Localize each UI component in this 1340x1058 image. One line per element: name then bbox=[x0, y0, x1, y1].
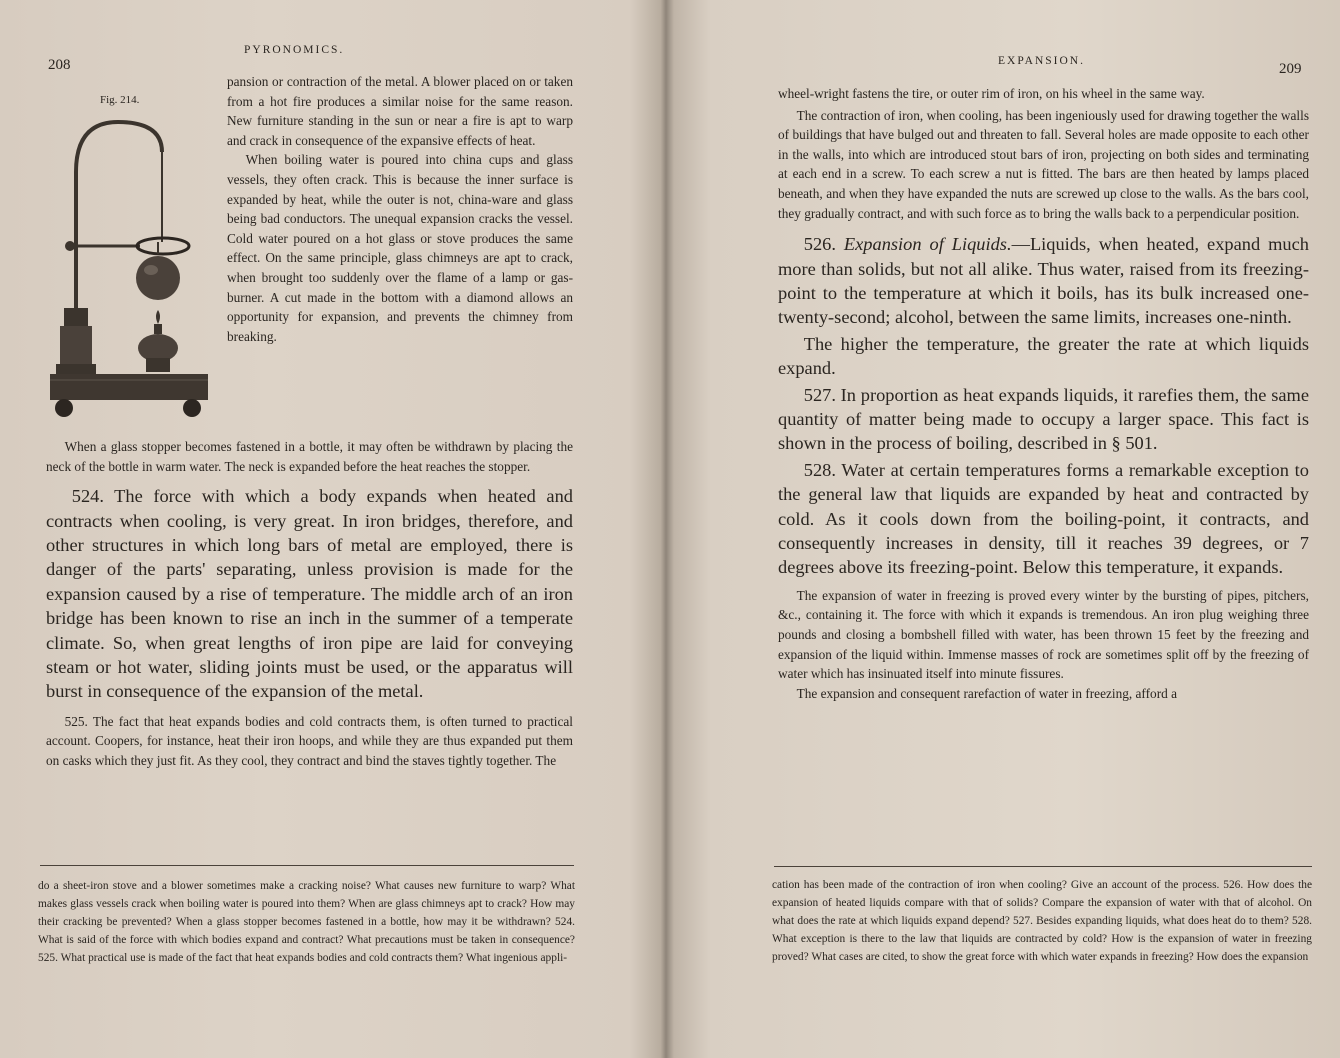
section-title: Expansion of Liquids. bbox=[843, 234, 1012, 255]
page-number: 209 bbox=[1279, 61, 1302, 77]
section-body: —Liquids, when heated, expand much more than solids, but not all alike. Thus water, raised from its freezing-point to the temperature at which it boils, has its bulk increased one-twenty-second; alcohol, between the same limits, increases one-ninth. bbox=[778, 234, 1309, 328]
paragraph-rarefaction: The expansion and consequent rarefaction of water in freezing, afford a bbox=[796, 685, 1177, 701]
paragraph-noise: pansion or contraction of the metal. A blower placed on or taken from a hot fire produces a similar noise for the same reason. New furniture standing in the sun or near a fire is apt to warp and crack in consequence of the expansive effects of heat. bbox=[227, 74, 573, 148]
paragraph-528: 528. Water at certain temperatures forms a remarkable exception to the general law that liquids are expanded by heat and contracted by cold. As it cools down from the boiling-point, it contracts, and consequently increases in density, till it reaches 39 degrees, or 7 degrees above its freezing-point. Below this temperature, it expands. bbox=[778, 459, 1309, 578]
left-footnote bbox=[38, 877, 575, 967]
section-number: 526. bbox=[803, 234, 836, 255]
figure-label: Fig. 214. bbox=[100, 94, 140, 106]
footnote-questions: cation has been made of the contraction of iron when cooling? Give an account of the process. 526. How does the expansion of heated liquids compare with that of solids? Compare the expansion of water with that of alcohol. On what does the rate at which liquids expand depend? 527. Besides expanding liquids, what does heat do to them? 528. What exception is there to the law that liquids are contracted by cold? How is the expansion of water in freezing proved? What cases are cited, to show the great force with which water expands in freezing? How does the expansion bbox=[772, 879, 1312, 963]
paragraph-525: 525. The fact that heat expands bodies and cold contracts them, is often turned to practical account. Coopers, for instance, heat their iron hoops, and while they are thus expanded put them on casks which they just fit. As they cool, they contract and bind the staves tightly together. The bbox=[46, 713, 573, 769]
right-main-block bbox=[778, 84, 1309, 703]
paragraph-freezing: The expansion of water in freezing is proved every winter by the bursting of pipes, pitchers, &c., containing it. The force with which it expands is tremendous. An iron plug weighing three pounds and closing a bombshell filled with water, has been thrown 15 feet by the freezing and expansion of the liquid within. Immense masses of rock are sometimes split off by the freezing of water which has insinuated itself into minute fissures. bbox=[778, 587, 1309, 682]
left-main-block bbox=[46, 437, 573, 771]
paragraph-boiling-water: When boiling water is poured into china cups and glass vessels, they often crack. This is because the inner surface is expanded by heat, while the outer is not, china-ware and glass being bad conductors. The unequal expansion cracks the vessel. Cold water poured on a hot glass or stove produces the same effect. On the same principle, glass chimneys are apt to crack, when brought too suddenly over the flame of a lamp or gas-burner. A cut made in the bottom with a diamond allows an opportunity for expansion, and prevents the chimney from breaking. bbox=[227, 152, 573, 344]
running-head: PYRONOMICS. bbox=[244, 44, 345, 56]
running-head: EXPANSION. bbox=[998, 55, 1085, 67]
paragraph-temperature-rate: The higher the temperature, the greater the rate at which liquids expand. bbox=[778, 333, 1309, 379]
right-footnote bbox=[772, 876, 1312, 966]
footnote-rule bbox=[774, 866, 1312, 867]
right-page bbox=[662, 0, 1340, 1058]
expansion-apparatus-figure bbox=[40, 112, 216, 422]
paragraph-524: 524. The force with which a body expands when heated and contracts when cooling, is very great. In iron bridges, therefore, and other structures in which long bars of metal are employed, there is danger of the parts' separating, unless provision is made for the expansion caused by a rise of temperature. The middle arch of an iron bridge has been known to rise an inch in the summer of a temperate climate. So, when great lengths of iron pipe are laid for conveying steam or hot water, sliding joints must be used, or the apparatus will burst in consequence of the expansion of the metal. bbox=[46, 486, 573, 702]
figure-side-column bbox=[227, 72, 573, 346]
footnote-rule bbox=[40, 865, 574, 866]
footnote-questions: do a sheet-iron stove and a blower sometimes make a cracking noise? What causes new furniture to warp? What makes glass vessels crack when boiling water is poured into them? When are glass chimneys apt to crack? How may their cracking be prevented? When a glass stopper becomes fastened in a bottle, how may it be withdrawn? 524. What is said of the force with which bodies expand and contract? What precautions must be taken in consequence? 525. What practical use is made of the fact that heat expands bodies and cold contracts them? What ingenious appli- bbox=[38, 880, 575, 964]
paragraph-contraction-walls: The contraction of iron, when cooling, has been ingeniously used for drawing together the walls of buildings that have bulged out and threaten to fall. Several holes are made opposite to each other in the walls, into which are introduced stout bars of iron, projecting on both sides and terminating at each end in a screw. To each screw a nut is fitted. The bars are then heated by lamps placed beneath, and when they have expanded the nuts are screwed up close to the walls. As the bars cool, they gradually contract, and with such force as to bring the walls back to a perpendicular position. bbox=[778, 107, 1309, 221]
page-number: 208 bbox=[48, 57, 71, 73]
paragraph-526 bbox=[778, 232, 1309, 330]
paragraph-527: 527. In proportion as heat expands liquids, it rarefies them, the same quantity of matter being made to occupy a larger space. This fact is shown in the process of boiling, described in § 501. bbox=[778, 384, 1309, 454]
left-page bbox=[0, 0, 660, 1058]
paragraph-glass-stopper: When a glass stopper becomes fastened in a bottle, it may often be withdrawn by placing the neck of the bottle in warm water. The neck is expanded before the heat reaches the stopper. bbox=[46, 439, 573, 474]
paragraph-wheelwright: wheel-wright fastens the tire, or outer rim of iron, on his wheel in the same way. bbox=[778, 86, 1205, 101]
